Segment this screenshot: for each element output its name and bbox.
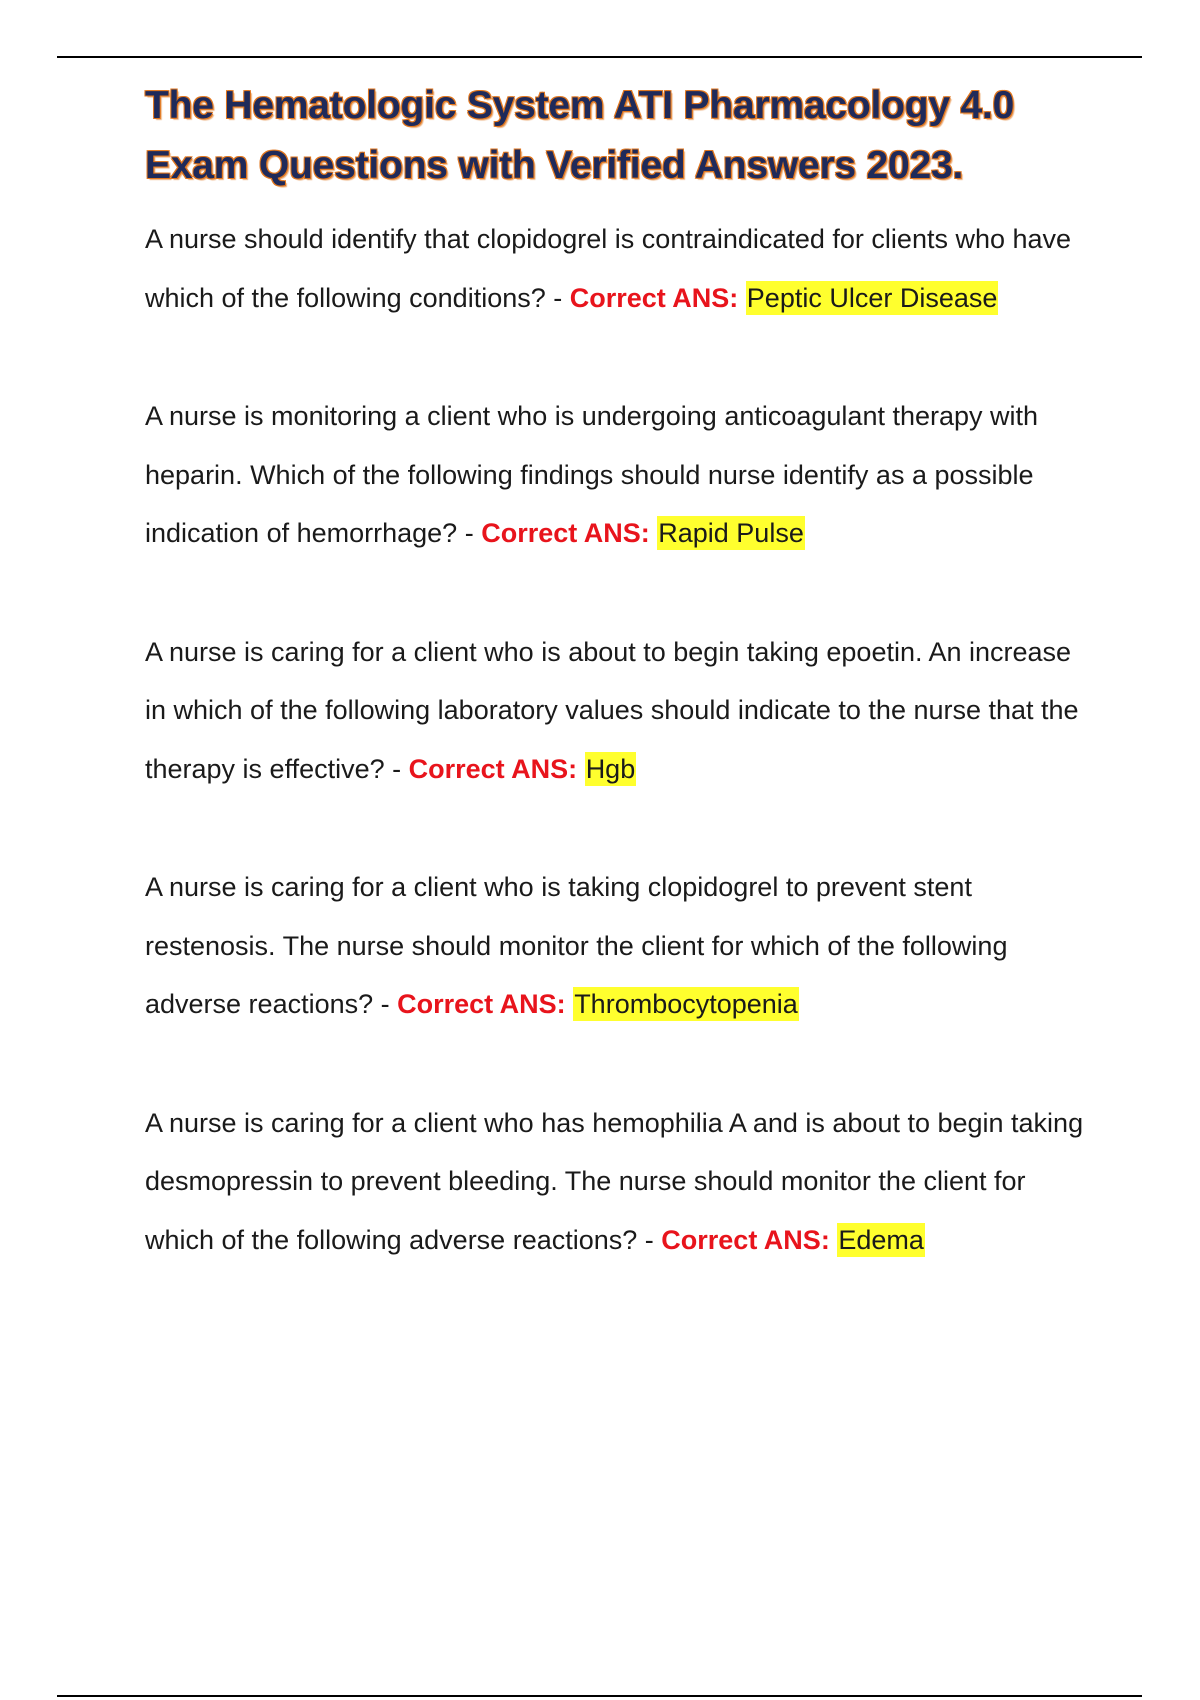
qa-item	[145, 1094, 1090, 1270]
qa-item	[145, 623, 1090, 799]
qa-item	[145, 858, 1090, 1034]
answer-highlight: Hgb	[585, 753, 636, 784]
separator: -	[373, 989, 398, 1019]
document-title: The Hematologic System ATI Pharmacology 4.0 Exam Questions with Verified Answers 2023.	[145, 84, 1015, 187]
question-text: A nurse is caring for a client who has hemophilia A and is about to begin taking desmopressin to prevent bleeding. The nurse should monitor the client for which of the following adverse reactions?	[145, 1107, 1084, 1255]
question-text: A nurse is monitoring a client who is undergoing anticoagulant therapy with heparin. Which of the following findings should nurse identify as a possible indication of hemorrhage?	[145, 401, 1039, 548]
answer-label: Correct ANS:	[569, 282, 739, 313]
qa-item	[145, 387, 1090, 563]
separator: -	[384, 753, 409, 784]
answer-highlight: Thrombocytopenia	[574, 989, 798, 1019]
question-text: A nurse should identify that clopidogrel is contraindicated for clients who have which of the following conditions?	[145, 224, 1072, 313]
qa-list	[145, 210, 1090, 1269]
separator: -	[545, 282, 570, 313]
question-text: A nurse is caring for a client who is taking clopidogrel to prevent stent restenosis. The nurse should monitor the client for which of the following adverse reactions?	[145, 872, 1008, 1019]
answer-label: Correct ANS:	[661, 1224, 830, 1255]
question-text: A nurse is caring for a client who is about to begin taking epoetin. An increase in which of the following laboratory values should indicate to the nurse that the therapy is effective?	[145, 636, 1079, 784]
answer-label: Correct ANS:	[481, 518, 650, 548]
answer-label: Correct ANS:	[397, 989, 566, 1019]
top-rule	[57, 56, 1142, 58]
bottom-rule	[57, 1695, 1142, 1697]
separator: -	[457, 518, 482, 548]
separator: -	[637, 1224, 662, 1255]
answer-label: Correct ANS:	[408, 753, 578, 784]
answer-highlight: Rapid Pulse	[658, 518, 804, 548]
answer-highlight: Peptic Ulcer Disease	[746, 282, 998, 313]
document-body	[145, 76, 1090, 1329]
qa-item	[145, 210, 1090, 327]
answer-highlight: Edema	[838, 1224, 924, 1255]
